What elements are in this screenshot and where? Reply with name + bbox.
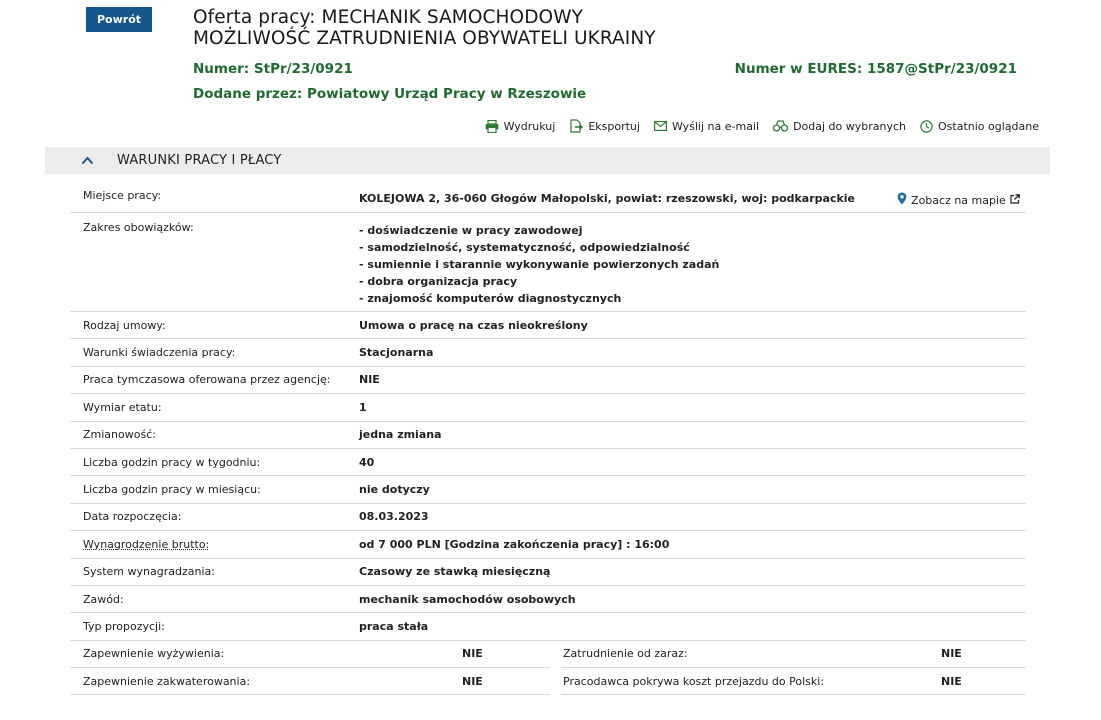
recently-viewed-action[interactable] — [920, 119, 1039, 133]
eures-number — [735, 61, 1017, 77]
detail-row — [70, 504, 1026, 531]
external-link-icon — [1010, 194, 1020, 207]
detail-value: 40 — [359, 455, 375, 469]
back-button[interactable]: Powrót — [86, 7, 152, 32]
recently-viewed-label: Ostatnio oglądane — [938, 119, 1039, 133]
add-to-favorites-action[interactable] — [773, 119, 906, 133]
page-title — [193, 7, 656, 49]
detail-label: Zakres obowiązków: — [83, 221, 194, 234]
added-by-label: Dodane przez: — [193, 86, 303, 102]
detail-row — [70, 449, 1026, 476]
detail-value: 08.03.2023 — [359, 510, 429, 524]
detail-row — [70, 531, 1026, 558]
detail-row — [70, 613, 1026, 640]
map-link[interactable] — [897, 192, 1020, 208]
clock-icon — [920, 120, 933, 133]
title-line-2: MOŻLIWOŚĆ ZATRUDNIENIA OBYWATELI UKRAINY — [193, 28, 656, 49]
duty-item: - znajomość komputerów diagnostycznych — [359, 292, 622, 305]
map-pin-icon — [897, 192, 907, 208]
detail-label: Zapewnienie zakwaterowania: — [83, 674, 251, 688]
detail-value: od 7 000 PLN [Godzina zakończenia pracy] : 16:00 — [359, 537, 670, 551]
detail-label: Zapewnienie wyżywienia: — [83, 647, 225, 661]
chevron-up-icon — [81, 154, 95, 168]
details-list — [70, 180, 1026, 695]
detail-pair-left — [70, 668, 550, 695]
added-by-value: Powiatowy Urząd Pracy w Rzeszowie — [307, 86, 587, 102]
detail-value: NIE — [359, 373, 380, 387]
detail-pair-row — [70, 641, 1026, 668]
added-by — [193, 86, 586, 102]
detail-label: Typ propozycji: — [83, 619, 165, 633]
detail-label: Miejsce pracy: — [83, 189, 162, 202]
detail-value: jedna zmiana — [359, 428, 442, 442]
duty-item: - samodzielność, systematyczność, odpowiedzialność — [359, 241, 690, 254]
detail-row — [70, 476, 1026, 503]
detail-label: Zawód: — [83, 592, 124, 606]
detail-value: NIE — [941, 647, 962, 661]
offer-number — [193, 61, 353, 77]
detail-pair-right — [561, 641, 1026, 668]
export-label: Eksportuj — [588, 119, 640, 133]
detail-label-salary[interactable] — [70, 538, 359, 551]
detail-label: Zatrudnienie od zaraz: — [563, 647, 688, 661]
detail-value: Czasowy ze stawką miesięczną — [359, 565, 551, 579]
detail-label: Warunki świadczenia pracy: — [83, 346, 236, 360]
section-title: WARUNKI PRACY I PŁACY — [117, 153, 282, 168]
print-label: Wydrukuj — [503, 119, 556, 133]
location-value: KOLEJOWA 2, 36-060 Głogów Małopolski, powiat: rzeszowski, woj: podkarpackie — [359, 192, 856, 205]
detail-label: Praca tymczasowa oferowana przez agencję: — [83, 373, 331, 387]
detail-label: Rodzaj umowy: — [83, 318, 166, 332]
detail-row — [70, 367, 1026, 394]
detail-label: Data rozpoczęcia: — [83, 510, 182, 524]
printer-icon — [485, 120, 499, 133]
detail-pair-right — [561, 668, 1026, 695]
export-action[interactable] — [569, 119, 640, 133]
map-link-label: Zobacz na mapie — [911, 193, 1006, 207]
section-toggle-work-conditions[interactable] — [45, 147, 1050, 174]
salary-tooltip-label[interactable]: Wynagrodzenie brutto: — [83, 537, 210, 551]
detail-value: NIE — [462, 647, 483, 661]
offer-number-value: StPr/23/0921 — [253, 61, 353, 77]
detail-row — [70, 394, 1026, 421]
email-label: Wyślij na e-mail — [671, 119, 760, 133]
detail-label: Wymiar etatu: — [83, 400, 162, 414]
detail-value: Umowa o pracę na czas nieokreślony — [359, 318, 588, 332]
detail-pair-row — [70, 668, 1026, 695]
export-icon — [569, 119, 583, 133]
mail-icon — [654, 121, 667, 131]
detail-row-duties — [70, 213, 1026, 312]
duty-item: - dobra organizacja pracy — [359, 275, 518, 288]
email-action[interactable] — [654, 119, 759, 133]
duty-item: - doświadczenie w pracy zawodowej — [359, 224, 583, 237]
action-toolbar — [485, 119, 1039, 133]
detail-value: mechanik samochodów osobowych — [359, 592, 576, 606]
detail-row — [70, 422, 1026, 449]
binoculars-icon — [773, 120, 788, 132]
print-action[interactable] — [485, 119, 556, 133]
duty-item: - sumiennie i starannie wykonywanie powierzonych zadań — [359, 258, 720, 271]
detail-label: Pracodawca pokrywa koszt przejazdu do Polski: — [563, 674, 825, 688]
detail-label: Zmianowość: — [83, 428, 156, 442]
detail-row — [70, 339, 1026, 366]
detail-label: Liczba godzin pracy w miesiącu: — [83, 483, 261, 497]
detail-value: Stacjonarna — [359, 346, 434, 360]
detail-label: Liczba godzin pracy w tygodniu: — [83, 455, 261, 469]
detail-value: NIE — [462, 674, 483, 688]
detail-value: 1 — [359, 400, 367, 414]
detail-row — [70, 312, 1026, 339]
add-to-favorites-label: Dodaj do wybranych — [793, 119, 907, 133]
detail-value: praca stała — [359, 619, 429, 633]
duties-list — [359, 213, 1026, 307]
title-line-1: Oferta pracy: MECHANIK SAMOCHODOWY — [193, 7, 584, 28]
detail-label: System wynagradzania: — [83, 565, 215, 579]
detail-value — [359, 180, 1026, 208]
detail-row-location — [70, 180, 1026, 213]
eures-number-label: Numer w EURES: — [734, 61, 863, 77]
detail-row — [70, 559, 1026, 586]
detail-value: NIE — [941, 674, 962, 688]
eures-number-value: 1587@StPr/23/0921 — [866, 61, 1017, 77]
offer-number-label: Numer: — [193, 61, 250, 77]
detail-row — [70, 586, 1026, 613]
detail-pair-left — [70, 641, 550, 668]
detail-value: nie dotyczy — [359, 483, 430, 497]
